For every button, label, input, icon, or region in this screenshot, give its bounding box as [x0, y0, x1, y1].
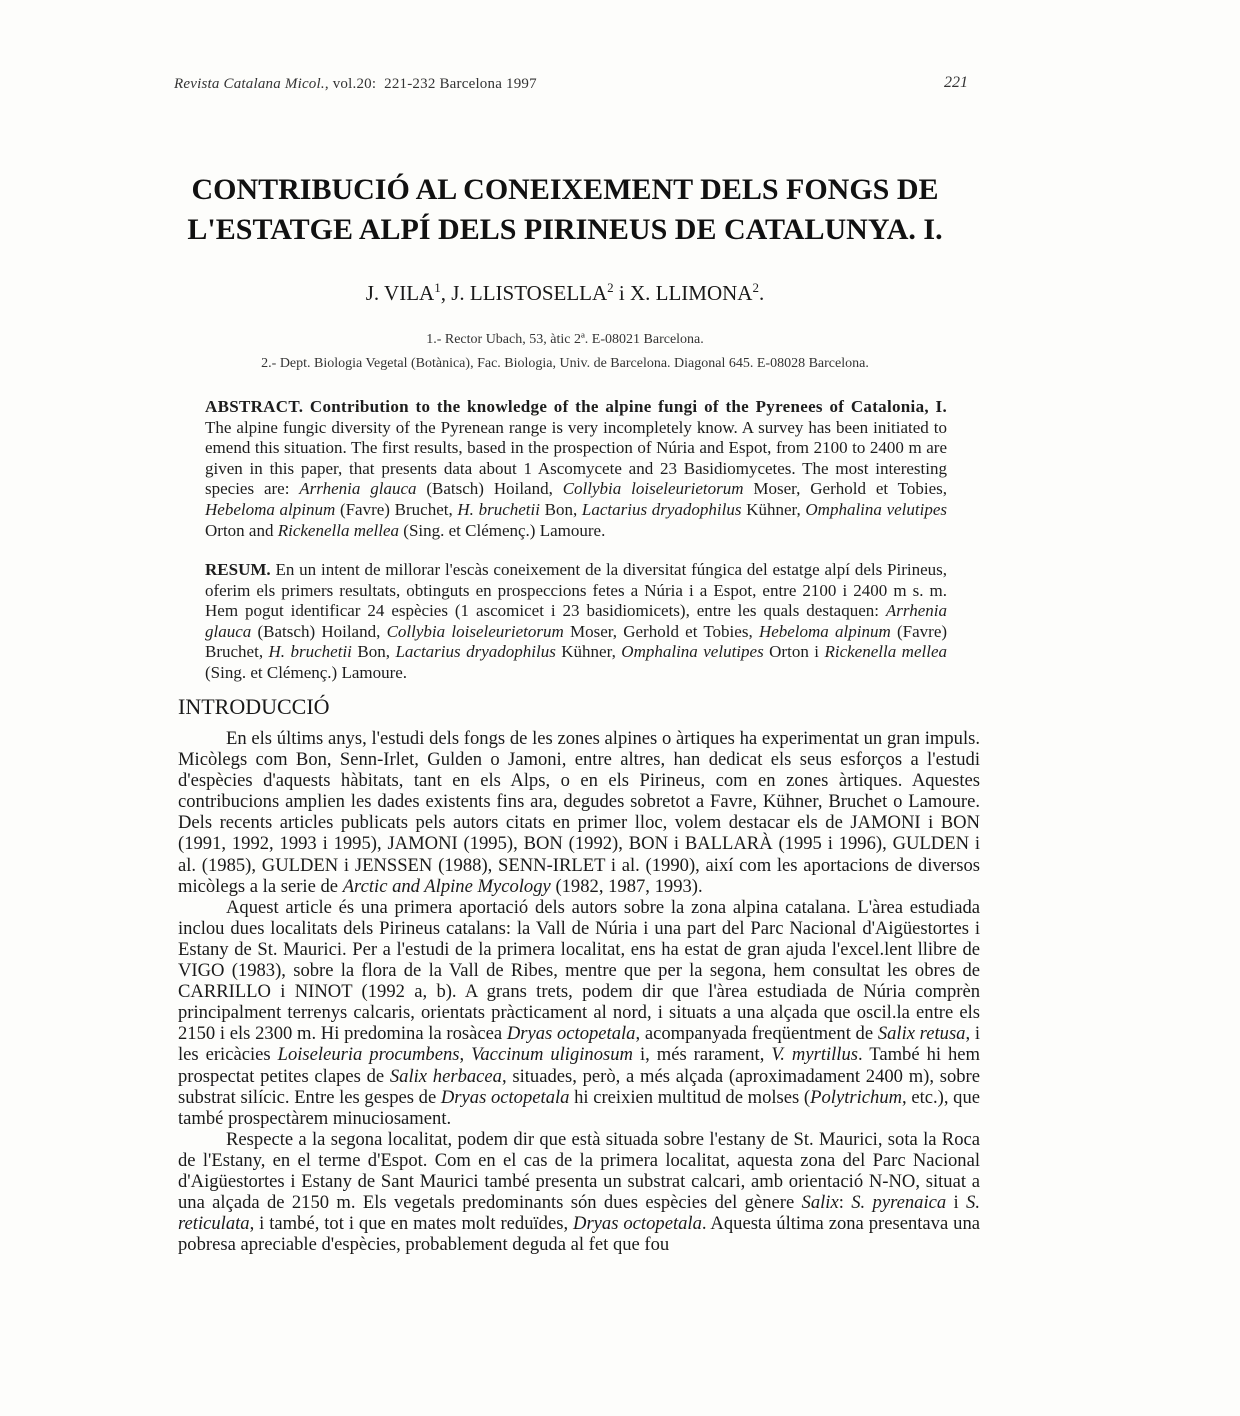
paragraph-text: En els últims anys, l'estudi dels fongs de les zones alpines o àrtiques ha experimentat un gran impuls. Micòlegs com Bon, Senn-Irlet, Gulden o Jamoni, entre altres, han dedicat els seus esforços a l'estudi d'espècies d'aquests hàbitats, tant en els Alps, o en els Pirineus, com en zones àrtiques. Aquestes contribucions amplien les dades existents fins ara, degudes sobretot a Favre, Kühner, Bruchet o Lamoure. Dels recents articles publicats pels autors citats en primer lloc, volem destacar els de JAMONI i BON (1991, 1992, 1993 i 1995), JAMONI (1995), BON (1992), BON i BALLARÀ (1995 i 1996), GULDEN i al. (1985), GULDEN i JENSSEN (1988), SENN-IRLET i al. (1990), així com les aportacions de diversos micòlegs a la serie de	[178, 728, 980, 897]
paragraph-text: ,	[459, 1044, 472, 1066]
resum-text: Moser, Gerhold et Tobies,	[563, 621, 759, 641]
paragraph-text: :	[838, 1192, 852, 1214]
author-1-affil: 1	[434, 280, 441, 295]
species-name: Rickenella mellea	[277, 520, 400, 540]
paragraph-text: i	[946, 1192, 967, 1214]
genus-name: Polytrichum	[810, 1086, 903, 1108]
species-name: Vaccinum uliginosum	[471, 1044, 633, 1066]
affiliation-2: 2.- Dept. Biologia Vegetal (Botànica), Fac. Biologia, Univ. de Barcelona. Diagonal 645. E-08028 Barcelona.	[261, 356, 869, 371]
paragraph-text: . Aquesta última zona presentava una pobresa apreciable d'espècies, probablement deguda al fet que fou	[178, 1213, 980, 1256]
resum-text: (Batsch) Hoiland,	[251, 621, 387, 641]
abstract-text: (Batsch) Hoiland,	[416, 479, 563, 499]
species-name: Salix herbacea	[389, 1065, 502, 1087]
paragraph-text: , acompanyada freqüentment de	[635, 1023, 878, 1045]
species-name: Rickenella mellea	[824, 642, 947, 662]
paragraph-text: hi creixien multitud de molses (	[569, 1086, 811, 1108]
paragraph-text: Aquest article és una primera aportació dels autors sobre la zona alpina catalana. L'àrea estudiada inclou dues localitats dels Pirineus catalans: la Vall de Núria i una part del Parc Nacional d'Aigüestortes i Estany de St. Maurici. Per a l'estudi de la primera localitat, ens ha estat de gran ajuda l'excel.lent llibre de VIGO (1983), sobre la flora de la Vall de Ribes, mentre que per la segona, hem consultat les obres de CARRILLO i NINOT (1992 a, b). A grans trets, podem dir que l'àrea estudiada de Núria comprèn principalment terrenys calcaris, orientats pràcticament al nord, i situats a una alçada que oscil.la entre els 2150 i els 2300 m. Hi predomina la rosàcea	[178, 896, 980, 1045]
paragraph-text: i, més rarament,	[633, 1044, 772, 1066]
species-name: Omphalina velutipes	[805, 499, 948, 519]
species-name: V. myrtillus	[771, 1044, 859, 1066]
species-name: Collybia loiseleurietorum	[386, 621, 564, 641]
species-name: Collybia loiseleurietorum	[562, 479, 744, 499]
species-name: H. bruchetii	[457, 499, 540, 519]
species-name: S. reticulata	[178, 1192, 980, 1235]
species-name: Lactarius dryadophilus	[581, 499, 742, 519]
species-name: Lactarius dryadophilus	[395, 642, 556, 662]
species-name: Hebeloma alpinum	[205, 499, 336, 519]
author-2-affil: 2	[607, 280, 614, 295]
paragraph-text: , situades, però, a més alçada (aproximadament 2400 m), sobre substrat silícic. Entre les gespes de	[178, 1065, 980, 1108]
resum-lead: RESUM.	[205, 560, 271, 579]
abstract-lead: ABSTRACT. Contribution to the knowledge of the alpine fungi of the Pyrenees of Catalonia, I.	[205, 397, 947, 416]
resum-text: Kühner,	[555, 642, 622, 662]
authors	[170, 280, 960, 306]
resum-text: En un intent de millorar l'escàs coneixement de la diversitat fúngica del estatge alpí dels Pirineus, oferim els primers resultats, obtinguts en prospeccions fetes a Núria i a Espot, entre 2100 i 2400 m s. m. Hem pogut identificar 24 espècies (1 ascomicet i 23 basidiomicets), entre les quals destaquen:	[205, 560, 947, 621]
running-header	[174, 76, 537, 93]
introduction-body	[178, 728, 980, 1255]
genus-name: Salix	[801, 1192, 839, 1214]
journal-pages-date: 221-232 Barcelona 1997	[384, 76, 537, 92]
abstract	[205, 397, 947, 541]
species-name: Hebeloma alpinum	[758, 621, 891, 641]
paragraph	[178, 728, 980, 897]
resum	[205, 560, 947, 684]
species-name: Salix retusa	[877, 1023, 966, 1045]
author-1: J. VILA	[365, 281, 435, 305]
abstract-text: Kühner,	[741, 499, 806, 519]
paragraph-text: , etc.), que també prospectàrem minuciosament.	[178, 1086, 981, 1129]
paragraph-text: . També hi hem prospectat petites clapes de	[178, 1044, 981, 1087]
journal-volume: , vol.20:	[324, 76, 377, 92]
species-name: S. pyrenaica	[851, 1192, 947, 1214]
species-name: H. bruchetii	[268, 642, 352, 662]
paragraph-text: , i també, tot i que en mates molt reduïdes,	[249, 1213, 574, 1235]
journal-name: Revista Catalana Micol.	[174, 76, 325, 92]
paragraph-text: (1982, 1987, 1993).	[550, 875, 703, 897]
title-line-1: CONTRIBUCIÓ AL CONEIXEMENT DELS FONGS DE	[191, 173, 939, 206]
section-heading-introduccio: INTRODUCCIÓ	[178, 694, 330, 719]
resum-text: Orton i	[763, 642, 825, 662]
authors-end: .	[758, 281, 765, 305]
species-name: Arrhenia glauca	[205, 601, 947, 641]
resum-text: (Sing. et Clémenç.) Lamoure.	[205, 662, 408, 682]
abstract-text: Orton and	[205, 520, 278, 540]
resum-text: Bon,	[351, 642, 396, 662]
paragraph	[178, 897, 980, 1129]
paragraph-text: Respecte a la segona localitat, podem dir que està situada sobre l'estany de St. Maurici, sota la Roca de l'Estany, en el terme d'Espot. Com en el cas de la primera localitat, aquesta zona del Parc Nacional d'Aigüestortes i Estany de Sant Maurici també presenta un substrat calcari, amb orientació N-NO, situat a una alçada de 2150 m. Els vegetals predominants són dues espècies del gènere	[178, 1128, 980, 1214]
article-title	[170, 170, 960, 250]
affiliation-1: 1.- Rector Ubach, 53, àtic 2ª. E-08021 Barcelona.	[426, 332, 704, 347]
resum-text: (Favre) Bruchet,	[205, 621, 948, 662]
paragraph-text: , i les ericàcies	[178, 1023, 980, 1066]
species-name: Loiseleuria procumbens	[277, 1044, 460, 1066]
paragraph	[178, 1129, 980, 1256]
species-name: Dryas octopetala	[440, 1086, 570, 1108]
species-name: Omphalina velutipes	[621, 642, 764, 662]
abstract-text: Moser, Gerhold et Tobies,	[743, 479, 947, 499]
author-3-affil: 2	[752, 280, 759, 295]
abstract-text: (Sing. et Clémenç.) Lamoure.	[399, 520, 606, 540]
species-name: Dryas octopetala	[573, 1213, 702, 1235]
species-name: Dryas octopetala	[506, 1023, 636, 1045]
series-title: Arctic and Alpine Mycology	[342, 875, 551, 897]
species-name: Arrhenia glauca	[299, 479, 417, 499]
abstract-text: Bon,	[539, 499, 582, 519]
abstract-text: (Favre) Bruchet,	[335, 499, 458, 519]
author-2: , J. LLISTOSELLA	[440, 281, 608, 305]
title-line-2: L'ESTATGE ALPÍ DELS PIRINEUS DE CATALUNYA. I.	[187, 213, 943, 246]
page-number: 221	[944, 74, 968, 91]
abstract-text: The alpine fungic diversity of the Pyrenean range is very incompletely know. A survey has been initiated to emend this situation. The first results, based in the prospection of Núria and Espot, from 2100 to 2400 m are given in this paper, that presents data about 1 Ascomycete and 23 Basidiomycetes. The most interesting species are:	[205, 417, 947, 499]
author-3: i X. LLIMONA	[613, 281, 753, 305]
